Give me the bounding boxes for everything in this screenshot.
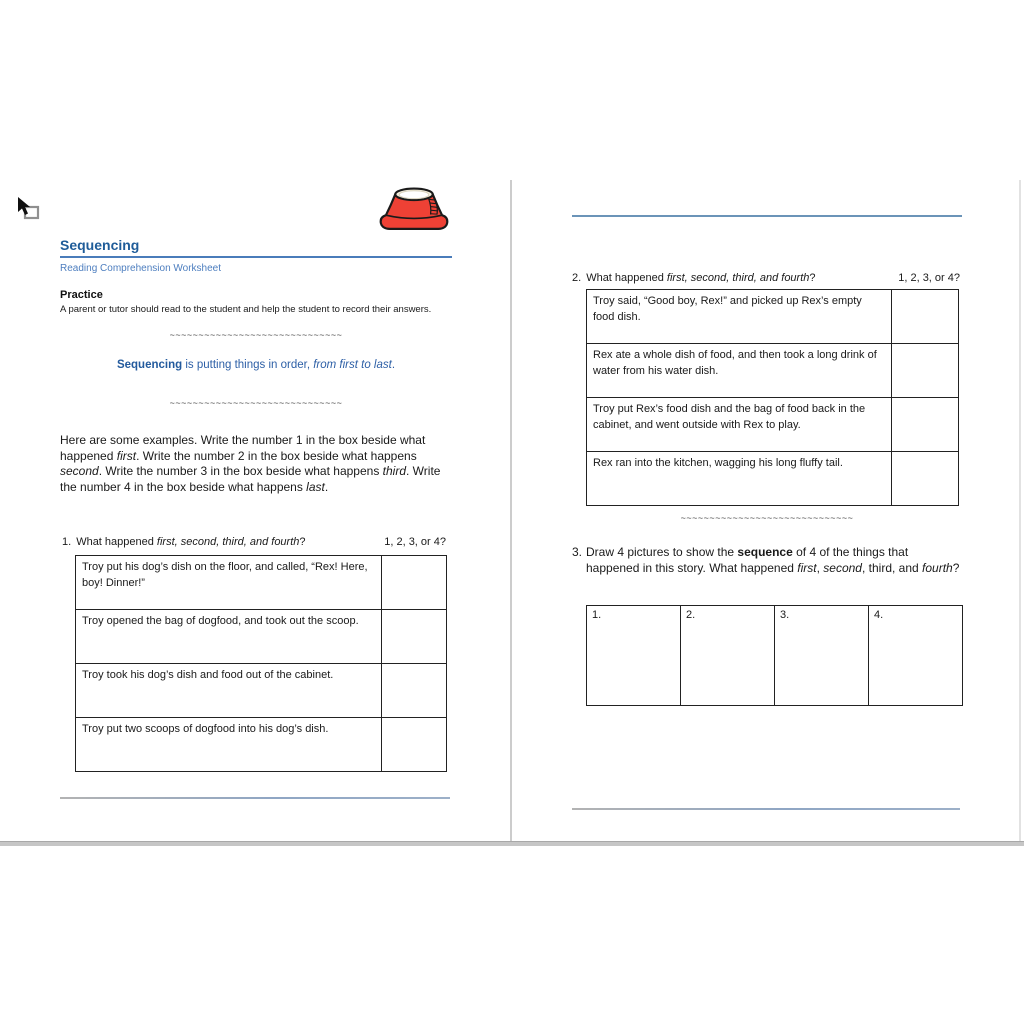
prompt-emphasis: fourth (922, 560, 953, 575)
question-1-table (75, 555, 447, 772)
viewport-bottom-bar (0, 841, 1024, 846)
sequence-statement: Troy said, “Good boy, Rex!” and picked up Rex’s empty food dish. (587, 290, 892, 344)
question-1-scale-label: 1, 2, 3, or 4? (384, 536, 446, 548)
box-number: 1. (592, 609, 602, 621)
answer-box[interactable] (382, 610, 447, 664)
answer-box[interactable] (892, 344, 959, 398)
definition-term: Sequencing (116, 359, 183, 371)
question-2-header (572, 272, 960, 284)
table-row (76, 556, 447, 610)
table-row (587, 344, 959, 398)
dog-dish-image (378, 183, 450, 238)
sequence-statement: Troy put his dog’s dish on the floor, and called, “Rex! Here, boy! Dinner!” (76, 556, 382, 610)
question-number: 3. (572, 545, 583, 559)
answer-box[interactable] (892, 452, 959, 506)
examples-segment: . (324, 479, 329, 494)
examples-emphasis: first (116, 448, 137, 463)
examples-segment: . Write the number 3 in the box beside what happens (98, 464, 383, 479)
prompt-bold: sequence (737, 545, 793, 559)
question-number: 1. (62, 536, 72, 548)
practice-instructions: A parent or tutor should read to the student and help the student to record their answers. (60, 304, 432, 315)
prompt-segment: What happened (76, 536, 157, 548)
drawing-box[interactable] (869, 606, 963, 706)
worksheet-title: Sequencing (60, 237, 140, 253)
definition-emphasis: from first to last (313, 359, 392, 371)
answer-box[interactable] (382, 556, 447, 610)
right-page-header-rule (572, 215, 962, 217)
question-2-prompt (572, 272, 816, 284)
answer-box[interactable] (382, 664, 447, 718)
sequencing-definition (60, 359, 452, 371)
sequence-statement: Troy put two scoops of dogfood into his dog’s dish. (76, 718, 382, 772)
answer-box[interactable] (382, 718, 447, 772)
squiggle-divider: ~~~~~~~~~~~~~~~~~~~~~~~~~~~~~~ (680, 513, 854, 523)
table-row (76, 610, 447, 664)
answer-box[interactable] (892, 398, 959, 452)
examples-segment: . Write the number 2 in the box beside what happens (136, 448, 417, 463)
table-row (76, 664, 447, 718)
examples-emphasis: last (306, 479, 325, 494)
squiggle-divider: ~~~~~~~~~~~~~~~~~~~~~~~~~~~~~~ (169, 398, 343, 408)
prompt-segment: ? (299, 536, 306, 548)
box-number: 4. (874, 609, 884, 621)
squiggle-divider: ~~~~~~~~~~~~~~~~~~~~~~~~~~~~~~ (169, 330, 343, 340)
table-row (587, 398, 959, 452)
prompt-segment: What happened (586, 272, 667, 284)
question-3 (572, 545, 964, 577)
question-3-prompt (586, 545, 964, 577)
prompt-segment: of 4 of the things that happened in this story. What happened (586, 545, 909, 575)
drag-cursor-icon (15, 195, 41, 226)
prompt-emphasis: second (823, 560, 862, 575)
page-right-edge (1019, 180, 1021, 842)
prompt-segment: ? (809, 272, 816, 284)
page-divider (510, 180, 512, 842)
drawing-box[interactable] (587, 606, 681, 706)
drawing-box[interactable] (681, 606, 775, 706)
question-number: 2. (572, 272, 582, 284)
title-rule (60, 256, 452, 258)
prompt-segment: , third, and (861, 560, 923, 575)
sequence-statement: Troy put Rex’s food dish and the bag of food back in the cabinet, and went outside with Rex to play. (587, 398, 892, 452)
prompt-segment: , (816, 560, 824, 575)
question-2-scale-label: 1, 2, 3, or 4? (898, 272, 960, 284)
drawing-box[interactable] (775, 606, 869, 706)
prompt-emphasis: first (797, 560, 817, 575)
table-row (76, 718, 447, 772)
table-row (587, 452, 959, 506)
practice-heading: Practice (60, 289, 103, 301)
examples-instructions (60, 433, 444, 495)
sequence-statement: Rex ran into the kitchen, wagging his long fluffy tail. (587, 452, 892, 506)
examples-segment: Here are some examples. Write the number 1 in the box beside what happened (60, 433, 426, 463)
prompt-segment: ? (952, 560, 960, 575)
box-number: 2. (686, 609, 696, 621)
question-1-header (62, 536, 446, 548)
definition-period: . (391, 359, 396, 371)
definition-mid: is putting things in order, (182, 359, 314, 371)
left-page-footer-rule (60, 797, 450, 799)
examples-emphasis: second (60, 464, 99, 479)
table-row (587, 606, 963, 706)
table-row (587, 290, 959, 344)
examples-emphasis: third (382, 464, 406, 479)
sequence-statement: Troy opened the bag of dogfood, and took out the scoop. (76, 610, 382, 664)
question-3-drawing-table (586, 605, 963, 706)
question-2-table (586, 289, 959, 506)
worksheet-subtitle: Reading Comprehension Worksheet (60, 263, 222, 274)
question-1-prompt (62, 536, 306, 548)
answer-box[interactable] (892, 290, 959, 344)
box-number: 3. (780, 609, 790, 621)
sequence-statement: Rex ate a whole dish of food, and then took a long drink of water from his water dish. (587, 344, 892, 398)
prompt-segment: Draw 4 pictures to show the (586, 545, 738, 559)
sequence-statement: Troy took his dog’s dish and food out of the cabinet. (76, 664, 382, 718)
prompt-emphasis: first, second, third, and fourth (156, 536, 300, 548)
right-page-footer-rule (572, 808, 960, 810)
examples-segment: . Write the number 4 in the box beside what happens (60, 464, 441, 494)
prompt-emphasis: first, second, third, and fourth (666, 272, 810, 284)
